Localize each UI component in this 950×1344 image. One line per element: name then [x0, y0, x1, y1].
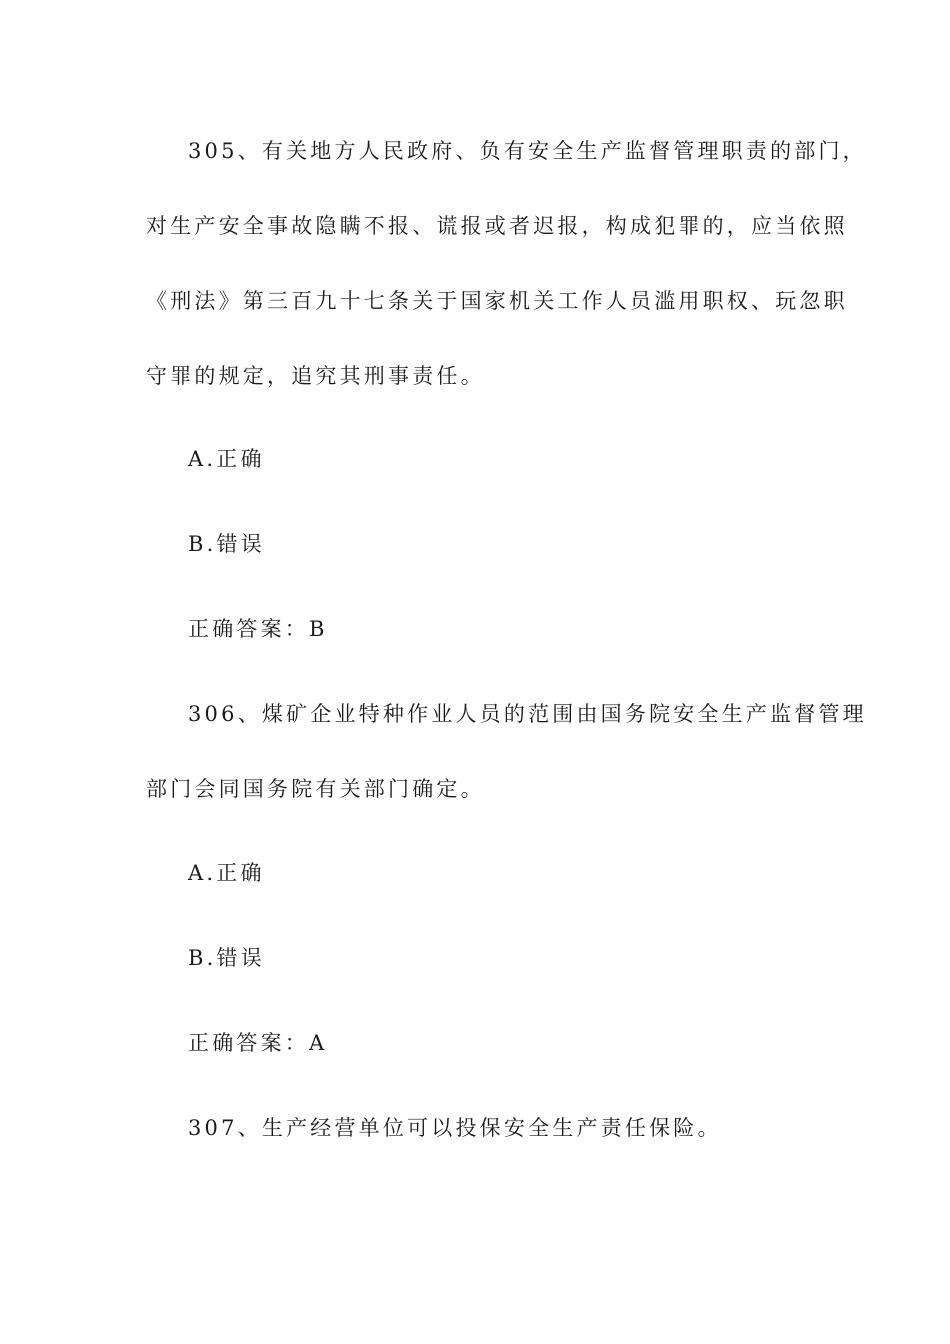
question-305-option-b: B.错误: [188, 532, 265, 556]
question-306-option-b: B.错误: [188, 946, 265, 970]
question-307-text-line-1: 307、生产经营单位可以投保安全生产责任保险。: [188, 1116, 722, 1140]
question-305-text-line-1: 305、有关地方人民政府、负有安全生产监督管理职责的部门，: [188, 139, 867, 163]
question-305-option-a: A.正确: [188, 447, 265, 471]
question-305-answer: 正确答案：B: [188, 617, 328, 641]
question-306-text-line-1: 306、煤矿企业特种作业人员的范围由国务院安全生产监督管理: [188, 702, 867, 726]
question-305-text-line-3: 《刑法》第三百九十七条关于国家机关工作人员滥用职权、玩忽职: [146, 289, 848, 313]
question-305-text-line-4: 守罪的规定，追究其刑事责任。: [146, 364, 485, 388]
question-306-text-line-2: 部门会同国务院有关部门确定。: [146, 777, 485, 801]
question-306-answer: 正确答案：A: [188, 1031, 328, 1055]
question-305-text-line-2: 对生产安全事故隐瞒不报、谎报或者迟报，构成犯罪的，应当依照: [146, 214, 848, 238]
question-306-option-a: A.正确: [188, 861, 265, 885]
